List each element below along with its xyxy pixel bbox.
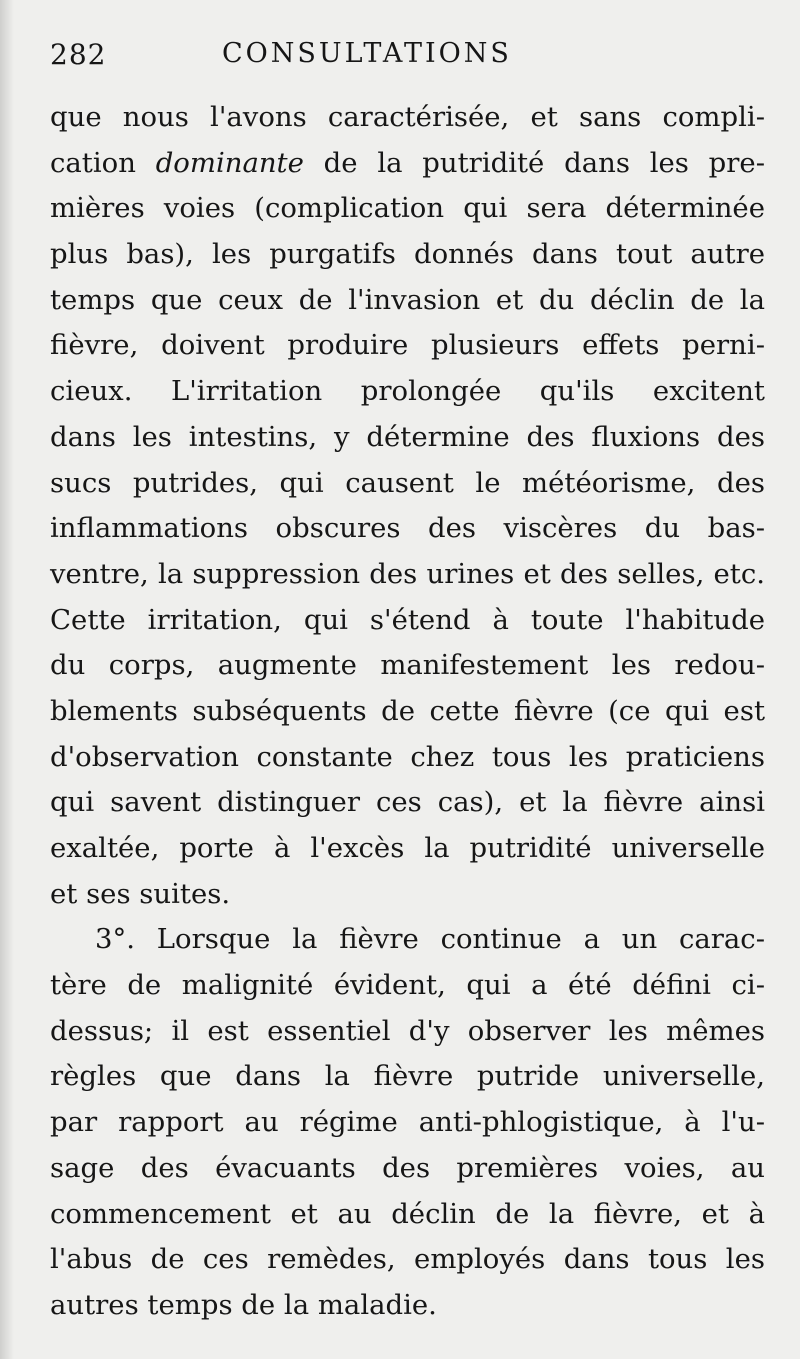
emphasized-word: dominante [155,146,304,179]
text-line: et ses suites. [50,877,231,910]
text-line: blements subséquents de cette fièvre (ce qui est [50,694,765,727]
body-text [50,95,765,1329]
text-line: du corps, augmente manifestement les redou- [50,649,765,682]
text-line: règles que dans la fièvre putride universelle, [50,1060,765,1093]
text-line: inflammations obscures des viscères du bas- [50,512,765,545]
text-line: sage des évacuants des premières voies, au [50,1151,765,1184]
paragraph-first-line: 3°. Lorsque la fièvre continue a un carac- [95,923,765,956]
text-line: fièvre, doivent produire plusieurs effets perni- [50,329,765,362]
text-segment: cation [50,146,156,179]
text-line: que nous l'avons caractérisée, et sans compli- [50,101,765,133]
text-segment: de la putridité dans les pre- [303,146,766,179]
text-line: exaltée, porte à l'excès la putridité universelle [50,832,765,864]
text-line: dans les intestins, y détermine des fluxions des [50,420,765,453]
text-line: Cette irritation, qui s'étend à toute l'habitude [50,603,765,636]
text-line: ventre, la suppression des urines et des selles, etc. [50,557,765,590]
text-line: sucs putrides, qui causent le météorisme, des [50,466,765,499]
text-line: commencement et au déclin de la fièvre, et à [50,1197,765,1230]
running-title: CONSULTATIONS [222,38,512,69]
text-line: dessus; il est essentiel d'y observer les mêmes [50,1014,765,1047]
text-line: qui savent distinguer ces cas), et la fièvre ainsi [50,786,765,819]
text-line: autres temps de la maladie. [50,1288,437,1321]
text-line: d'observation constante chez tous les praticiens [50,740,765,773]
text-line: temps que ceux de l'invasion et du déclin de la [50,283,765,316]
page-header [50,38,770,88]
text-line: mières voies (complication qui sera déterminée [50,192,765,225]
text-line: plus bas), les purgatifs donnés dans tout autre [50,238,765,271]
page-number: 282 [50,38,107,71]
text-line: par rapport au régime anti-phlogistique, à l'u- [50,1106,765,1139]
text-line: tère de malignité évident, qui a été défini ci- [50,969,765,1002]
text-line: cieux. L'irritation prolongée qu'ils excitent [50,375,765,408]
text-line [50,141,765,187]
text-line: l'abus de ces remèdes, employés dans tous les [50,1243,765,1276]
